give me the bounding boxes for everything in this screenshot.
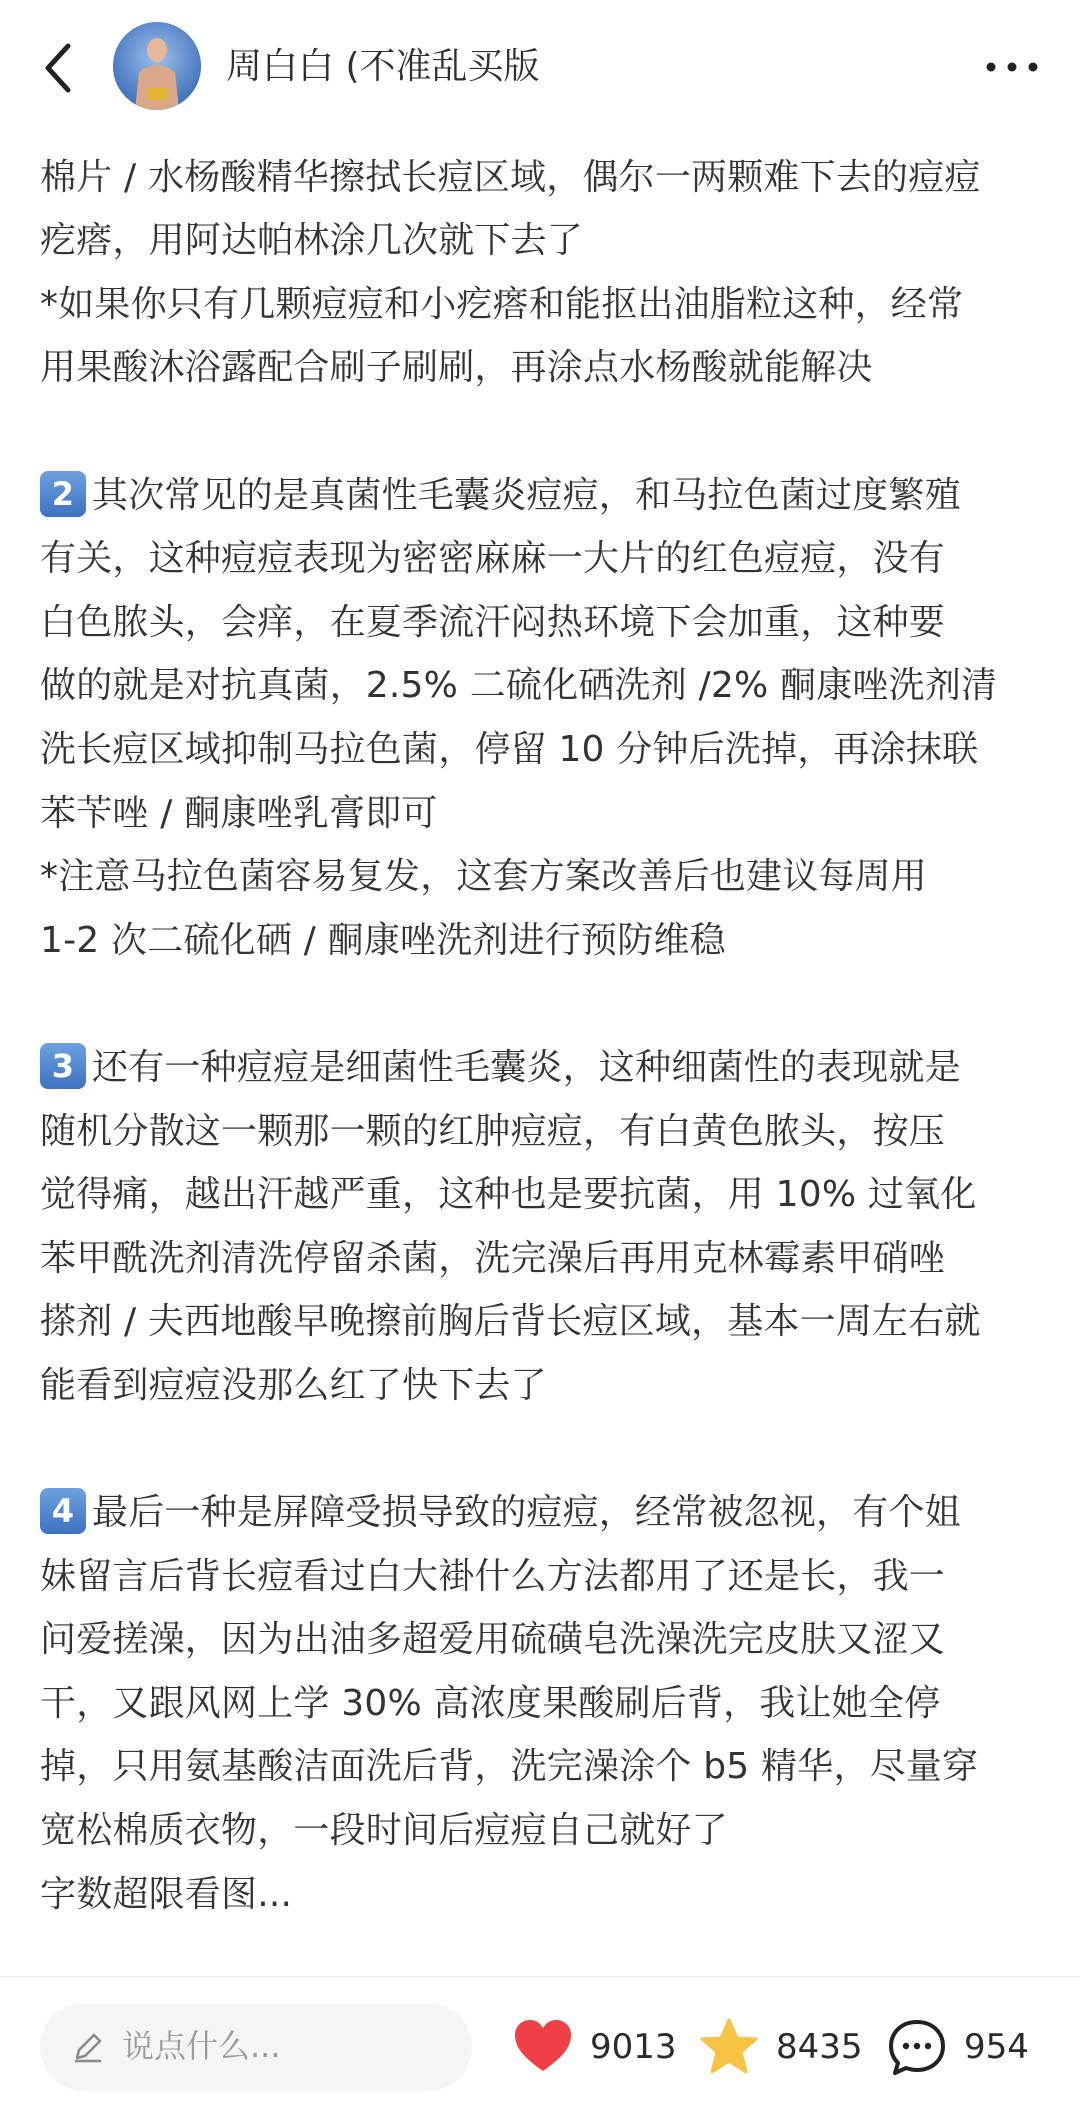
post-text-line bbox=[40, 273, 1040, 337]
star-icon bbox=[698, 2017, 760, 2077]
blank-line bbox=[40, 1417, 1040, 1481]
post-text-line bbox=[40, 1036, 1040, 1100]
post-text-line bbox=[40, 1545, 1040, 1609]
post-text-line bbox=[40, 845, 1040, 909]
author-name[interactable]: 周白白 (不准乱买版 bbox=[226, 46, 540, 87]
post-text-line bbox=[40, 654, 1040, 718]
line-text: 用果酸沐浴露配合刷子刷刷，再涂点水杨酸就能解决 bbox=[40, 347, 873, 389]
line-text: 疙瘩，用阿达帕林涂几次就下去了 bbox=[40, 220, 584, 262]
post-text-line bbox=[40, 1100, 1040, 1164]
back-button[interactable] bbox=[34, 32, 88, 102]
line-text: 洗长痘区域抑制马拉色菌，停留 10 分钟后洗掉，再涂抹联 bbox=[40, 728, 979, 770]
post-text-line bbox=[40, 527, 1040, 591]
blank-line bbox=[40, 400, 1040, 464]
line-text: 苯甲酰洗剂清洗停留杀菌，洗完澡后再用克林霉素甲硝唑 bbox=[40, 1237, 946, 1279]
comment-bubble-icon bbox=[886, 2017, 948, 2077]
post-text-line bbox=[40, 1163, 1040, 1227]
post-text-line bbox=[40, 718, 1040, 782]
pencil-icon bbox=[70, 2029, 106, 2065]
post-text-line bbox=[40, 1608, 1040, 1672]
post-text-line bbox=[40, 1354, 1040, 1418]
post-text-line bbox=[40, 1227, 1040, 1291]
post-text-line bbox=[40, 1481, 1040, 1545]
ellipsis-icon bbox=[982, 44, 1042, 90]
comment-input[interactable] bbox=[40, 2003, 472, 2091]
post-text-line bbox=[40, 464, 1040, 528]
heart-icon bbox=[512, 2017, 574, 2075]
comment-button[interactable] bbox=[886, 2003, 1046, 2091]
post-text-line bbox=[40, 209, 1040, 273]
blank-line bbox=[40, 972, 1040, 1036]
post-text-line bbox=[40, 146, 1040, 210]
post-content bbox=[40, 112, 1040, 1960]
more-options-button[interactable] bbox=[982, 44, 1042, 90]
post-text-line bbox=[40, 1799, 1040, 1863]
line-text: 还有一种痘痘是细菌性毛囊炎，这种细菌性的表现就是 bbox=[92, 1046, 961, 1088]
post-text-line bbox=[40, 1735, 1040, 1799]
line-text: 白色脓头，会痒，在夏季流汗闷热环境下会加重，这种要 bbox=[40, 601, 946, 643]
line-text: 字数超限看图... bbox=[40, 1873, 293, 1915]
line-text: 有关，这种痘痘表现为密密麻麻一大片的红色痘痘，没有 bbox=[40, 538, 946, 580]
line-text: 宽松棉质衣物，一段时间后痘痘自己就好了 bbox=[40, 1810, 728, 1852]
post-text-line bbox=[40, 336, 1040, 400]
number-badge-2: 2 bbox=[40, 471, 86, 517]
top-bar bbox=[0, 0, 1080, 134]
line-text: 搽剂 / 夫西地酸早晚擦前胸后背长痘区域，基本一周左右就 bbox=[40, 1301, 981, 1343]
avatar-image bbox=[113, 22, 201, 110]
like-button[interactable] bbox=[512, 2003, 677, 2091]
collect-button[interactable] bbox=[698, 2003, 863, 2091]
chevron-left-icon bbox=[34, 32, 88, 102]
post-text-line bbox=[40, 1290, 1040, 1354]
line-text: *如果你只有几颗痘痘和小疙瘩和能抠出油脂粒这种，经常 bbox=[40, 283, 964, 325]
line-text: *注意马拉色菌容易复发，这套方案改善后也建议每周用 bbox=[40, 856, 928, 898]
line-text: 觉得痛，越出汗越严重，这种也是要抗菌，用 10% 过氧化 bbox=[40, 1174, 977, 1216]
line-text: 妹留言后背长痘看过白大褂什么方法都用了还是长，我一 bbox=[40, 1555, 946, 1597]
post-text-line bbox=[40, 591, 1040, 655]
post-text-line bbox=[40, 1672, 1040, 1736]
post-text-line bbox=[40, 909, 1040, 973]
bottom-action-bar bbox=[0, 1976, 1080, 2117]
post-text-line bbox=[40, 782, 1040, 846]
line-text: 1-2 次二硫化硒 / 酮康唑洗剂进行预防维稳 bbox=[40, 919, 726, 961]
line-text: 掉，只用氨基酸洁面洗后背，洗完澡涂个 b5 精华，尽量穿 bbox=[40, 1746, 979, 1788]
line-text: 随机分散这一颗那一颗的红肿痘痘，有白黄色脓头，按压 bbox=[40, 1110, 946, 1152]
author-avatar[interactable] bbox=[113, 22, 201, 110]
like-count: 9013 bbox=[590, 2027, 677, 2067]
number-badge-4: 4 bbox=[40, 1488, 86, 1534]
comment-placeholder: 说点什么... bbox=[122, 2027, 281, 2065]
line-text: 最后一种是屏障受损导致的痘痘，经常被忽视，有个姐 bbox=[92, 1492, 961, 1534]
line-text: 能看到痘痘没那么红了快下去了 bbox=[40, 1364, 547, 1406]
number-badge-3: 3 bbox=[40, 1043, 86, 1089]
line-text: 问爱搓澡，因为出油多超爱用硫磺皂洗澡洗完皮肤又涩又 bbox=[40, 1619, 946, 1661]
collect-count: 8435 bbox=[776, 2027, 863, 2067]
line-text: 干，又跟风网上学 30% 高浓度果酸刷后背，我让她全停 bbox=[40, 1682, 941, 1724]
line-text: 苯苄唑 / 酮康唑乳膏即可 bbox=[40, 792, 438, 834]
line-text: 其次常见的是真菌性毛囊炎痘痘，和马拉色菌过度繁殖 bbox=[92, 474, 961, 516]
post-text-line bbox=[40, 1863, 1040, 1927]
line-text: 做的就是对抗真菌，2.5% 二硫化硒洗剂 /2% 酮康唑洗剂清 bbox=[40, 665, 998, 707]
line-text: 棉片 / 水杨酸精华擦拭长痘区域，偶尔一两颗难下去的痘痘 bbox=[40, 156, 981, 198]
comment-count: 954 bbox=[964, 2027, 1029, 2067]
